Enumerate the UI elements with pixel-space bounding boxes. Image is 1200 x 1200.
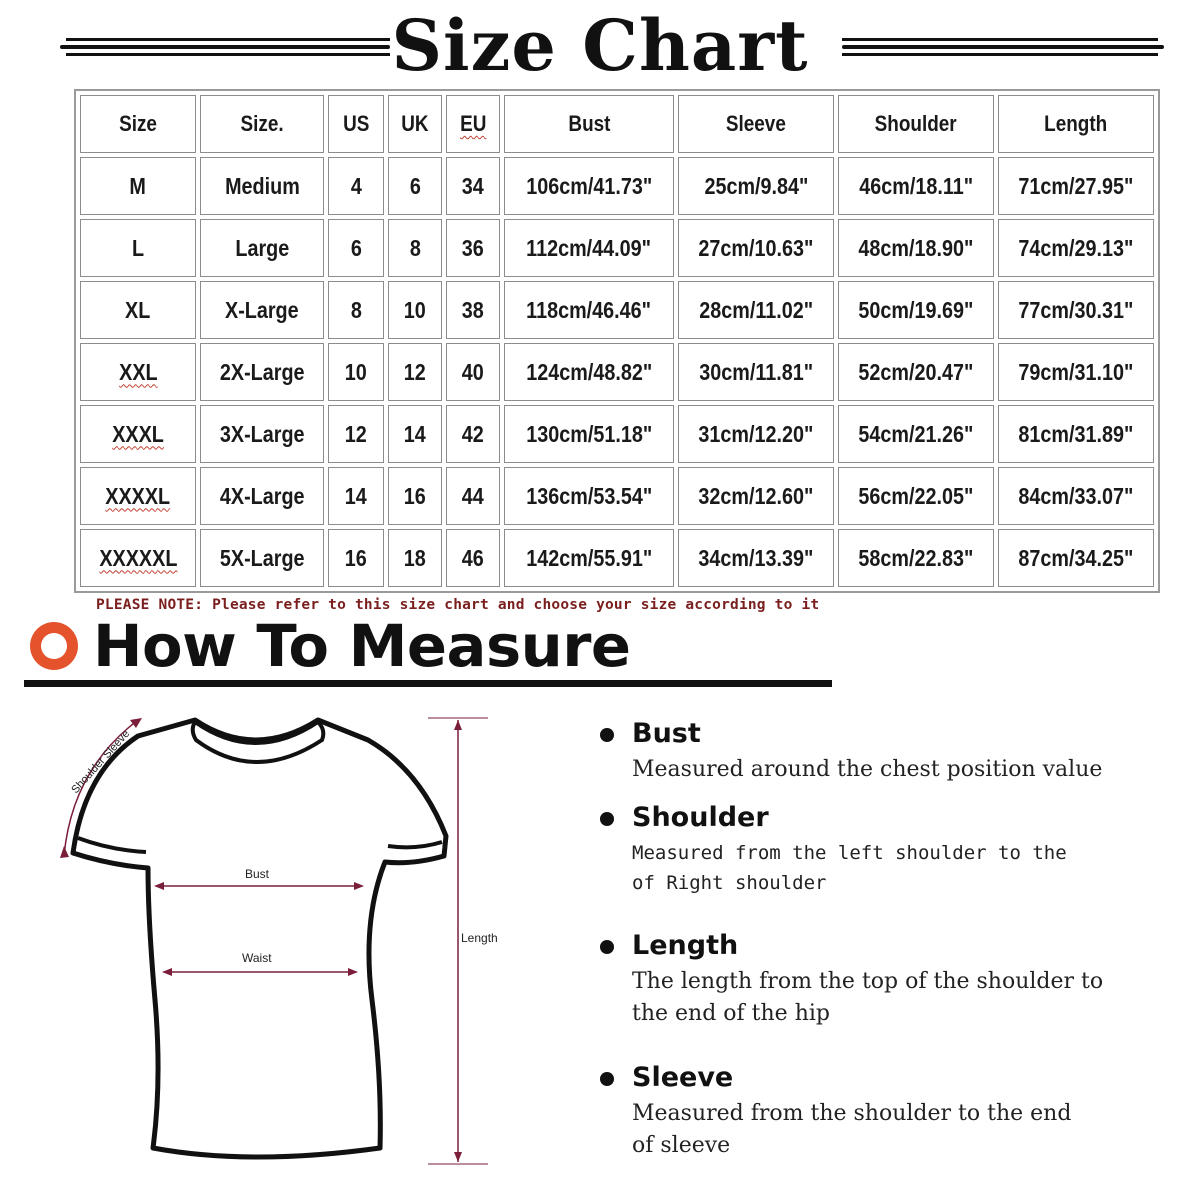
tshirt-outline: [73, 720, 446, 1157]
description-line: of Right shoulder: [632, 872, 827, 894]
table-cell: 3X-Large: [200, 405, 324, 463]
table-cell: 54cm/21.26": [838, 405, 994, 463]
measure-item-description: [632, 838, 1152, 898]
bust-label: Bust: [245, 867, 270, 881]
table-cell: 14: [388, 405, 442, 463]
bullet-dot-icon: [600, 1072, 614, 1086]
table-cell: 28cm/11.02": [678, 281, 834, 339]
table-cell: 6: [328, 219, 384, 277]
table-cell: 106cm/41.73": [504, 157, 674, 215]
table-cell: M: [80, 157, 196, 215]
measure-item-title: Sleeve: [632, 1062, 734, 1093]
description-line: The length from the top of the shoulder to: [632, 969, 1104, 994]
bullet-dot-icon: [600, 728, 614, 742]
table-cell: 10: [328, 343, 384, 401]
table-cell: 44: [446, 467, 500, 525]
table-cell: 16: [388, 467, 442, 525]
table-cell: 12: [328, 405, 384, 463]
section-title: How To Measure: [93, 612, 631, 680]
table-cell: 6: [388, 157, 442, 215]
size-note: PLEASE NOTE: Please refer to this size chart and choose your size according to it: [96, 597, 820, 613]
measure-item-title: Shoulder: [632, 802, 769, 833]
table-cell: 56cm/22.05": [838, 467, 994, 525]
table-cell: XXXXL: [80, 467, 196, 525]
table-cell: 32cm/12.60": [678, 467, 834, 525]
table-cell: X-Large: [200, 281, 324, 339]
table-cell: 2X-Large: [200, 343, 324, 401]
measure-item-description: [632, 1098, 1152, 1162]
table-cell: 5X-Large: [200, 529, 324, 587]
table-cell: XXL: [80, 343, 196, 401]
table-header-row: [80, 95, 1154, 153]
table-cell: 31cm/12.20": [678, 405, 834, 463]
header-cell: Size.: [200, 95, 324, 153]
table-row: [80, 467, 1154, 525]
left-sleeve-hem: [78, 838, 146, 852]
table-cell: 8: [388, 219, 442, 277]
shoulder-sleeve-label: Shoulder Sleeve: [69, 727, 133, 797]
header-cell: EU: [446, 95, 500, 153]
table-cell: 118cm/46.46": [504, 281, 674, 339]
table-cell: 84cm/33.07": [998, 467, 1154, 525]
length-label: Length: [461, 931, 498, 945]
page-title: Size Chart: [391, 4, 809, 87]
table-cell: 130cm/51.18": [504, 405, 674, 463]
table-cell: 27cm/10.63": [678, 219, 834, 277]
table-cell: 16: [328, 529, 384, 587]
size-chart-header: [0, 0, 1200, 92]
section-divider: [24, 680, 832, 687]
bullet-dot-icon: [600, 812, 614, 826]
description-line: Measured from the shoulder to the end: [632, 1101, 1072, 1126]
table-cell: XXXL: [80, 405, 196, 463]
table-row: [80, 157, 1154, 215]
table-row: [80, 405, 1154, 463]
table-cell: 87cm/34.25": [998, 529, 1154, 587]
table-cell: 40: [446, 343, 500, 401]
table-cell: 77cm/30.31": [998, 281, 1154, 339]
header-cell: Length: [998, 95, 1154, 153]
measure-item-title: Bust: [632, 718, 701, 749]
table-cell: 34: [446, 157, 500, 215]
measure-item-title: Length: [632, 930, 739, 961]
header-cell: US: [328, 95, 384, 153]
title-decorative-rule-right: [842, 38, 1158, 56]
size-table: [74, 89, 1160, 593]
table-cell: L: [80, 219, 196, 277]
header-cell: UK: [388, 95, 442, 153]
table-cell: 42: [446, 405, 500, 463]
table-cell: 38: [446, 281, 500, 339]
ring-bullet-icon: [30, 622, 78, 670]
table-cell: XXXXXL: [80, 529, 196, 587]
header-cell: Shoulder: [838, 95, 994, 153]
table-cell: Large: [200, 219, 324, 277]
table-cell: 30cm/11.81": [678, 343, 834, 401]
waist-label: Waist: [242, 951, 272, 965]
table-cell: 79cm/31.10": [998, 343, 1154, 401]
right-sleeve-hem: [388, 842, 442, 847]
table-cell: 74cm/29.13": [998, 219, 1154, 277]
measure-item-description: [632, 966, 1152, 1030]
description-line: Measured around the chest position value: [632, 757, 1103, 782]
table-row: [80, 281, 1154, 339]
table-cell: 25cm/9.84": [678, 157, 834, 215]
measure-item-description: [632, 754, 1152, 786]
table-cell: 46: [446, 529, 500, 587]
table-cell: 142cm/55.91": [504, 529, 674, 587]
table-cell: 14: [328, 467, 384, 525]
table-cell: 58cm/22.83": [838, 529, 994, 587]
table-cell: 52cm/20.47": [838, 343, 994, 401]
table-row: [80, 529, 1154, 587]
table-cell: 12: [388, 343, 442, 401]
table-cell: 124cm/48.82": [504, 343, 674, 401]
bullet-dot-icon: [600, 940, 614, 954]
table-cell: 36: [446, 219, 500, 277]
tshirt-diagram: [50, 700, 530, 1180]
table-cell: 81cm/31.89": [998, 405, 1154, 463]
table-cell: Medium: [200, 157, 324, 215]
description-line: of sleeve: [632, 1133, 731, 1158]
description-line: the end of the hip: [632, 1001, 830, 1026]
table-row: [80, 219, 1154, 277]
table-row: [80, 343, 1154, 401]
table-cell: 8: [328, 281, 384, 339]
table-cell: 4X-Large: [200, 467, 324, 525]
table-cell: 71cm/27.95": [998, 157, 1154, 215]
table-cell: 4: [328, 157, 384, 215]
table-cell: 34cm/13.39": [678, 529, 834, 587]
table-cell: 46cm/18.11": [838, 157, 994, 215]
table-cell: 18: [388, 529, 442, 587]
table-cell: 112cm/44.09": [504, 219, 674, 277]
header-cell: Bust: [504, 95, 674, 153]
table-cell: 50cm/19.69": [838, 281, 994, 339]
table-cell: XL: [80, 281, 196, 339]
table-cell: 48cm/18.90": [838, 219, 994, 277]
table-cell: 10: [388, 281, 442, 339]
description-line: Measured from the left shoulder to the: [632, 842, 1067, 864]
header-cell: Sleeve: [678, 95, 834, 153]
table-cell: 136cm/53.54": [504, 467, 674, 525]
header-cell: Size: [80, 95, 196, 153]
